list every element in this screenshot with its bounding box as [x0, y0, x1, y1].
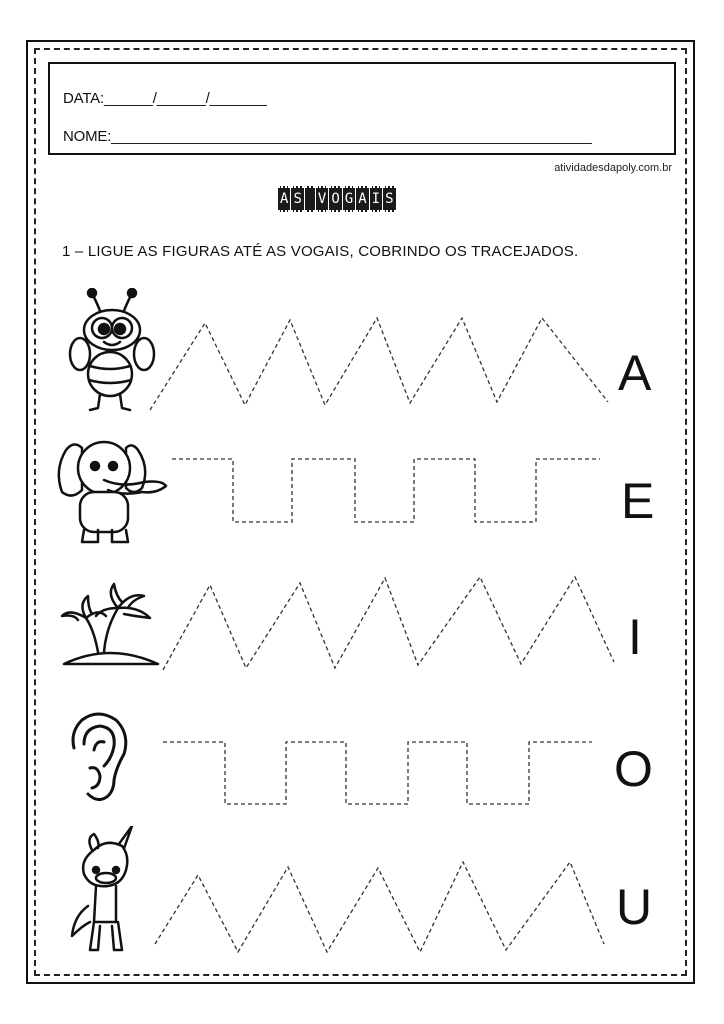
vowel-o: O [614, 741, 653, 797]
title-letter: S [383, 186, 395, 212]
trace-path-u[interactable] [155, 862, 604, 952]
vowel-e: E [621, 473, 655, 529]
website-credit: atividadesdapoly.com.br [554, 162, 672, 174]
name-field[interactable]: NOME:___________________________________________________________ [63, 128, 592, 145]
title-letter: A [278, 186, 290, 212]
instruction-text: 1 – LIGUE AS FIGURAS ATÉ AS VOGAIS, COBRINDO OS TRACEJADOS. [62, 243, 579, 260]
title-letter: S [291, 186, 303, 212]
date-field[interactable]: DATA:______/______/_______ [63, 90, 267, 107]
title-letter: I [370, 186, 382, 212]
trace-path-i[interactable] [163, 577, 614, 670]
vowel-a: A [618, 345, 652, 401]
title-letter: V [316, 186, 328, 212]
vowel-u: U [616, 879, 653, 935]
title-letter: G [343, 186, 355, 212]
vowel-i: I [628, 609, 642, 665]
title-letter: A [356, 186, 368, 212]
trace-path-e[interactable] [172, 459, 600, 522]
trace-path-a[interactable] [150, 318, 608, 410]
title-letter: O [329, 186, 341, 212]
trace-path-o[interactable] [163, 742, 592, 804]
